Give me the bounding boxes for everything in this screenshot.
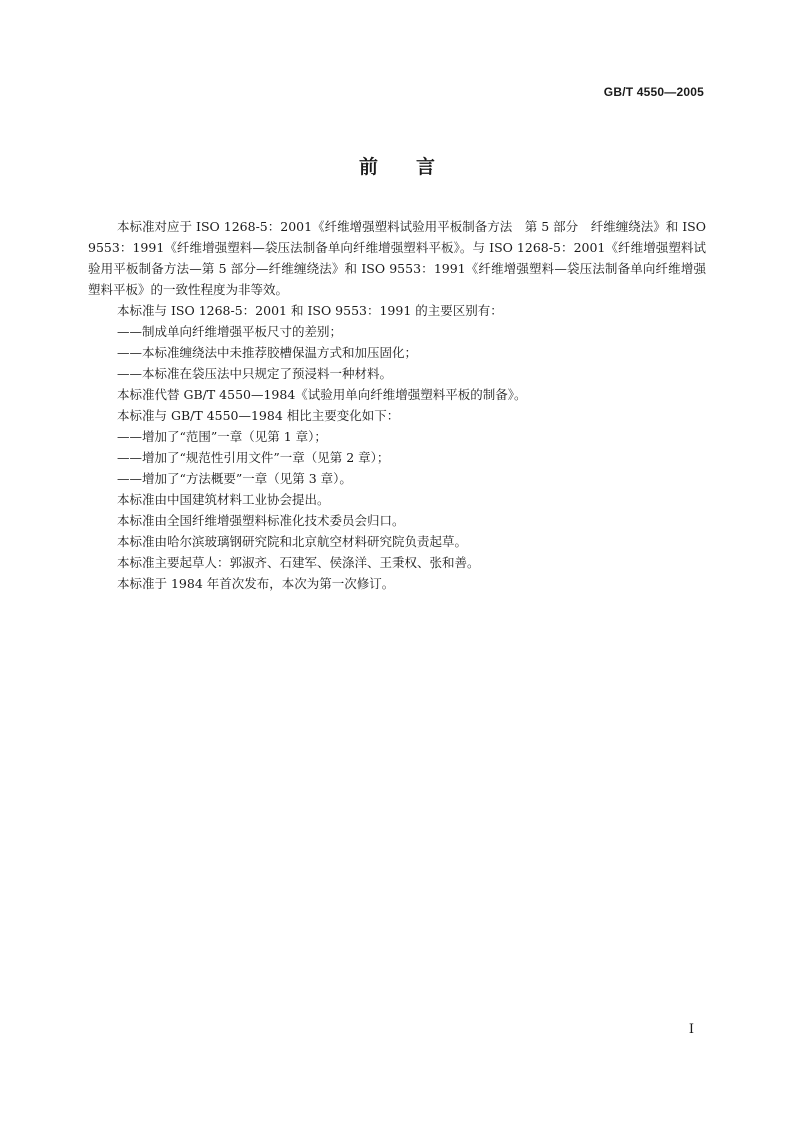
body-line: 本标准由中国建筑材料工业协会提出。 xyxy=(117,492,330,507)
page-number: I xyxy=(688,1022,694,1037)
body-line: 本标准由全国纤维增强塑料标准化技术委员会归口。 xyxy=(117,513,405,528)
body-line: ——增加了“规范性引用文件”一章（见第 2 章）； xyxy=(117,450,390,465)
body-line: 本标准与 GB/T 4550—1984 相比主要变化如下： xyxy=(117,408,400,423)
body-line: 本标准代替 GB/T 4550—1984《试验用单向纤维增强塑料平板的制备》。 xyxy=(117,387,527,402)
body-line: 本标准主要起草人：郭淑齐、石建军、侯涤洋、王秉权、张和善。 xyxy=(117,555,480,570)
body-line: ——制成单向纤维增强平板尺寸的差别； xyxy=(117,324,343,339)
standard-number: GB/T 4550—2005 xyxy=(603,85,704,99)
body-line: ——本标准缠绕法中未推荐胶槽保温方式和加压固化； xyxy=(117,345,418,360)
foreword-body xyxy=(88,216,706,594)
body-line: 本标准于 1984 年首次发布，本次为第一次修订。 xyxy=(117,576,395,591)
body-line: ——增加了“范围”一章（见第 1 章）； xyxy=(117,429,327,444)
body-line: ——增加了“方法概要”一章（见第 3 章）。 xyxy=(117,471,352,486)
body-line: 本标准与 ISO 1268-5：2001 和 ISO 9553：1991 的主要区别有： xyxy=(117,303,503,318)
body-line: 本标准由哈尔滨玻璃钢研究院和北京航空材料研究院负责起草。 xyxy=(117,534,468,549)
body-line: ——本标准在袋压法中只规定了预浸料一种材料。 xyxy=(117,366,393,381)
page-title: 前言 xyxy=(358,156,473,178)
intro-paragraph: 本标准对应于 ISO 1268-5：2001《纤维增强塑料试验用平板制备方法 第 5 部分 纤维缠绕法》和 ISO 9553：1991《纤维增强塑料—袋压法制备单向纤维增强塑料平板》。与 ISO 1268-5：2001《纤维增强塑料试验用平板制备方法—第 5 部分—纤维缠绕法》和 ISO 9553：1991《纤维增强塑料—袋压法制备单向纤维增强塑料平板》的一致性程度为非等效。 xyxy=(88,219,706,297)
